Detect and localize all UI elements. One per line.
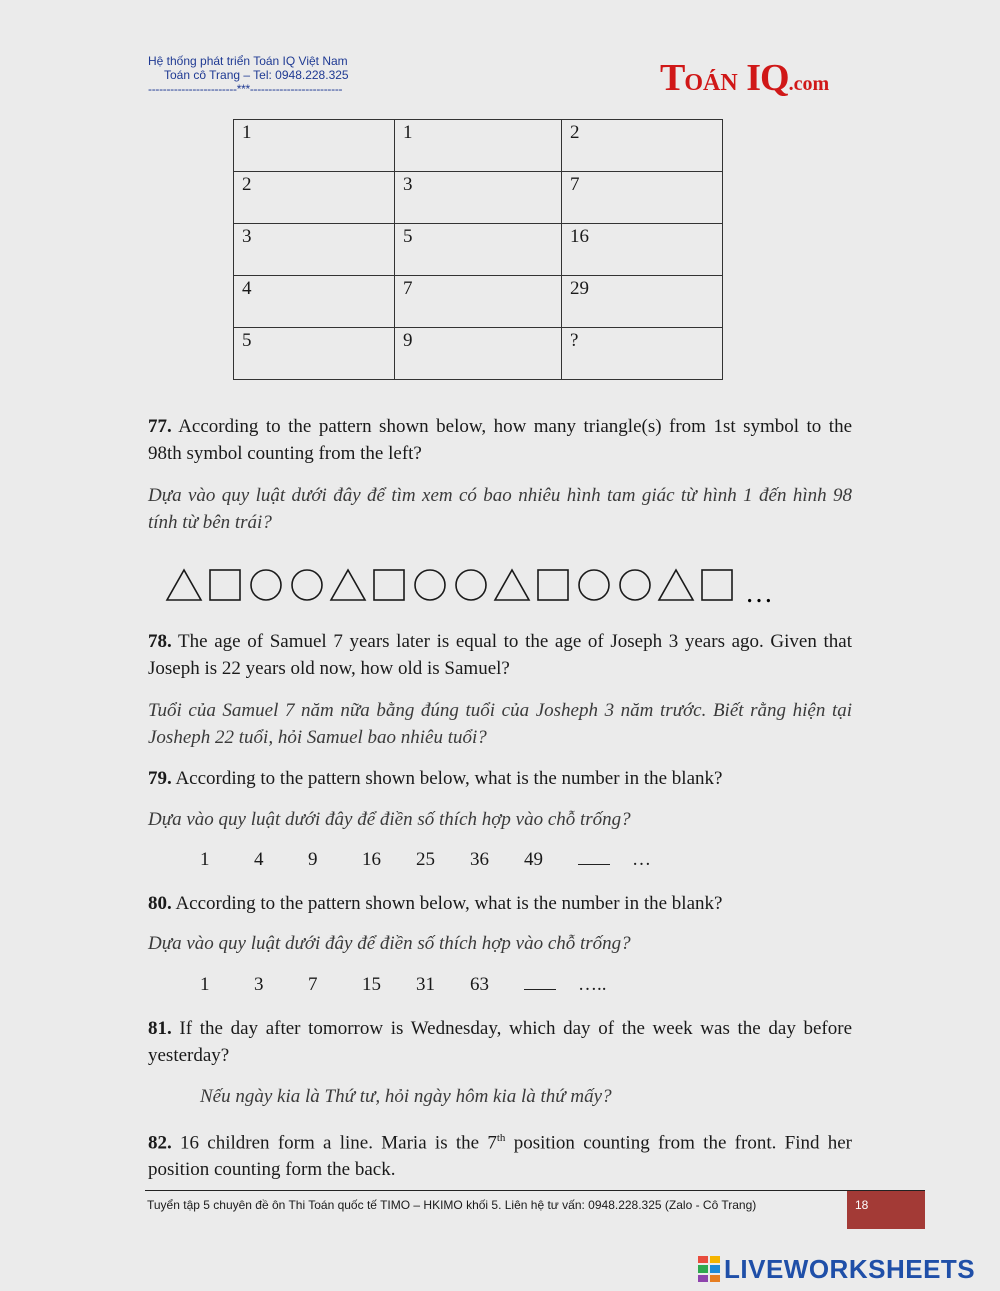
question-77 — [148, 413, 852, 467]
sequence-number: 25 — [416, 849, 435, 870]
question-81-vi: Nếu ngày kia là Thứ tư, hỏi ngày hôm kia là thứ mấy? — [200, 1086, 612, 1107]
question-text-en: According to the pattern shown below, what is the number in the blank? — [175, 893, 723, 914]
sequence-number: 1 — [200, 974, 210, 995]
square-shape — [210, 570, 240, 600]
question-81 — [148, 1015, 852, 1069]
sequence-number: 15 — [362, 974, 381, 995]
table-cell: 4 — [234, 276, 395, 328]
triangle-shape — [495, 570, 529, 600]
question-78 — [148, 628, 852, 682]
question-text-en: According to the pattern shown below, what is the number in the blank? — [175, 768, 723, 789]
circle-shape — [456, 570, 486, 600]
circle-shape — [415, 570, 445, 600]
answer-blank[interactable] — [578, 850, 610, 865]
table-cell: 7 — [395, 276, 562, 328]
sequence-number: 1 — [200, 849, 210, 870]
question-text-en: The age of Samuel 7 years later is equal to the age of Joseph 3 years ago. Given that Joseph is 22 years old now, how old is Samuel? — [148, 631, 852, 679]
liveworksheets-logo — [698, 1254, 975, 1284]
shape-pattern — [165, 564, 795, 611]
question-79-vi: Dựa vào quy luật dưới đây để điền số thích hợp vào chỗ trống? — [148, 809, 631, 830]
page-footer — [145, 1190, 925, 1229]
question-number: 78. — [148, 631, 172, 652]
square-shape — [538, 570, 568, 600]
publisher-contact: Toán cô Trang – Tel: 0948.228.325 — [164, 68, 349, 82]
publisher-header — [148, 54, 349, 96]
sequence-ellipsis: ….. — [578, 974, 607, 995]
circle-shape — [620, 570, 650, 600]
sequence-ellipsis: … — [632, 849, 651, 870]
table-cell: 29 — [562, 276, 723, 328]
table-cell: 1 — [395, 120, 562, 172]
page-number: 18 — [847, 1191, 925, 1229]
table-cell: 2 — [234, 172, 395, 224]
ellipsis: … — [745, 578, 773, 606]
shape-sequence — [165, 564, 795, 606]
publisher-name: Hệ thống phát triển Toán IQ Việt Nam — [148, 54, 348, 68]
circle-shape — [292, 570, 322, 600]
question-number: 81. — [148, 1018, 172, 1039]
question-number: 79. — [148, 768, 172, 789]
circle-shape — [579, 570, 609, 600]
square-shape — [374, 570, 404, 600]
sequence-number: 7 — [308, 974, 318, 995]
sequence-number: 9 — [308, 849, 318, 870]
triangle-shape — [331, 570, 365, 600]
sequence-number: 63 — [470, 974, 489, 995]
number-sequence-80 — [200, 974, 607, 996]
question-79 — [148, 765, 852, 792]
question-80-vi: Dựa vào quy luật dưới đây để điền số thích hợp vào chỗ trống? — [148, 933, 631, 954]
table-row — [234, 224, 723, 276]
table-cell: 3 — [395, 172, 562, 224]
liveworksheets-wordmark: LIVEWORKSHEETS — [724, 1253, 976, 1284]
triangle-shape — [167, 570, 201, 600]
table-row — [234, 328, 723, 380]
table-cell: 3 — [234, 224, 395, 276]
question-82: 82. 16 children form a line. Maria is the 7th position counting from the front. Find her position counting form the back. — [148, 1132, 853, 1181]
liveworksheets-icon — [698, 1256, 720, 1282]
table-cell: 7 — [562, 172, 723, 224]
question-text-en: If the day after tomorrow is Wednesday, which day of the week was the day before yesterday? — [148, 1018, 852, 1066]
sequence-number: 36 — [470, 849, 489, 870]
number-pattern-table — [233, 119, 723, 380]
question-80 — [148, 890, 852, 917]
triangle-shape — [659, 570, 693, 600]
footer-text: Tuyển tập 5 chuyên đề ôn Thi Toán quốc tế TIMO – HKIMO khối 5. Liên hệ tư vấn: 0948.228.325 (Zalo - Cô Trang) — [147, 1198, 757, 1212]
table-row — [234, 172, 723, 224]
sequence-number: 3 — [254, 974, 264, 995]
toaniq-logo: TOÁN IQ.com — [660, 57, 830, 99]
circle-shape — [251, 570, 281, 600]
question-text-en: According to the pattern shown below, how many triangle(s) from 1st symbol to the 98th symbol counting from the left? — [148, 416, 852, 464]
square-shape — [702, 570, 732, 600]
header-divider: ------------------------***------------------------- — [148, 82, 343, 96]
question-77-vi: Dựa vào quy luật dưới đây để tìm xem có bao nhiêu hình tam giác từ hình 1 đến hình 98 tính từ bên trái? — [148, 485, 852, 533]
question-number: 77. — [148, 416, 172, 437]
answer-blank[interactable] — [524, 975, 556, 990]
table-row — [234, 120, 723, 172]
sequence-number: 49 — [524, 849, 543, 870]
sequence-number: 4 — [254, 849, 264, 870]
table-cell: 1 — [234, 120, 395, 172]
question-78-vi: Tuổi của Samuel 7 năm nữa bằng đúng tuổi của Josheph 3 năm trước. Biết rằng hiện tại Josheph 22 tuổi, hỏi Samuel bao nhiêu tuổi? — [148, 700, 852, 748]
table-cell: 2 — [562, 120, 723, 172]
number-sequence-79 — [200, 849, 651, 871]
sequence-number: 31 — [416, 974, 435, 995]
question-number: 82. — [148, 1132, 172, 1154]
sequence-number: 16 — [362, 849, 381, 870]
table-cell: 5 — [234, 328, 395, 380]
table-cell: 16 — [562, 224, 723, 276]
question-number: 80. — [148, 893, 172, 914]
table-cell: ? — [562, 328, 723, 380]
table-cell: 5 — [395, 224, 562, 276]
table-row — [234, 276, 723, 328]
table-cell: 9 — [395, 328, 562, 380]
